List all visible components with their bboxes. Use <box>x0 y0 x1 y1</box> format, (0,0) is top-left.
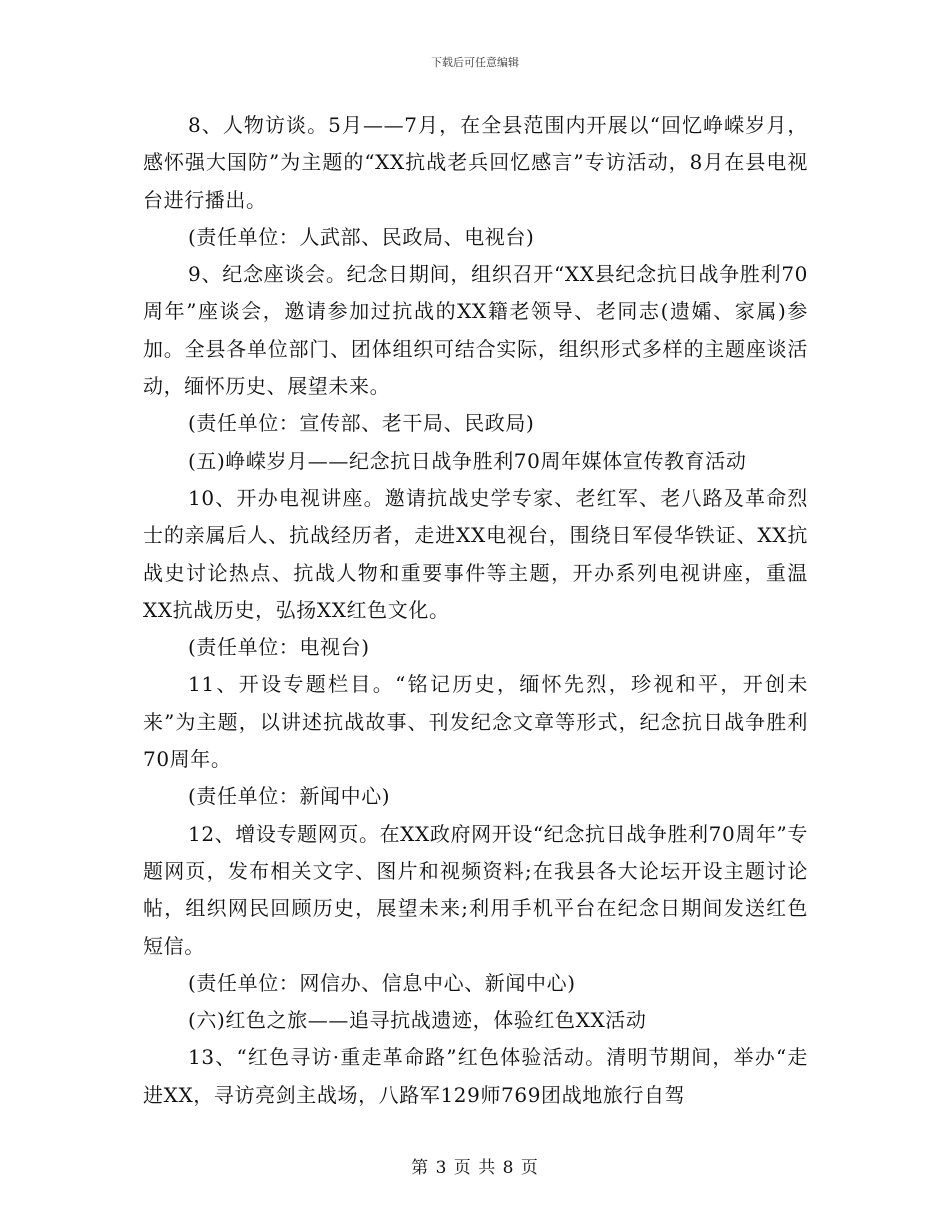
responsible-units-item-8: (责任单位：人武部、民政局、电视台) <box>188 224 535 249</box>
paragraph-item-10: 10、开办电视讲座。邀请抗战史学专家、老红军、老八路及革命烈士的亲属后人、抗战经历者，走进XX电视台，围绕日军侵华铁证、XX抗战史讨论热点、抗战人物和重要事件等主题，开办系列电视讲座，重温XX抗战历史，弘扬XX红色文化。 <box>143 485 808 622</box>
section-heading-5: (五)峥嵘岁月——纪念抗日战争胜利70周年媒体宣传教育活动 <box>188 448 747 473</box>
responsible-units-item-12: (责任单位：网信办、信息中心、新闻中心) <box>188 970 576 995</box>
paragraph-item-8: 8、人物访谈。5月——7月，在全县范围内开展以“回忆峥嵘岁月，感怀强大国防”为主题的“XX抗战老兵回忆感言”专访活动，8月在县电视台进行播出。 <box>143 113 808 212</box>
paragraph-item-11: 11、开设专题栏目。“铭记历史，缅怀先烈，珍视和平，开创未来”为主题，以讲述抗战故事、刊发纪念文章等形式，纪念抗日战争胜利70周年。 <box>143 672 808 772</box>
paragraph-item-9: 9、纪念座谈会。纪念日期间，组织召开“XX县纪念抗日战争胜利70周年”座谈会，邀请参加过抗战的XX籍老领导、老同志(遗孀、家属)参加。全县各单位部门、团体组织可结合实际，组织形式多样的主题座谈活动，缅怀历史、展望未来。 <box>143 262 808 399</box>
document-body <box>143 107 808 1114</box>
paragraph-item-13: 13、“红色寻访·重走革命路”红色体验活动。清明节期间，举办“走进XX，寻访亮剑主战场，八路军129师769团战地旅行自驾 <box>143 1045 808 1107</box>
page-footer: 第 3 页 共 8 页 <box>411 1158 539 1178</box>
paragraph-item-12: 12、增设专题网页。在XX政府网开设“纪念抗日战争胜利70周年”专题网页，发布相关文字、图片和视频资料;在我县各大论坛开设主题讨论帖，组织网民回顾历史，展望未来;利用手机平台在纪念日期间发送红色短信。 <box>143 821 808 958</box>
section-heading-6: (六)红色之旅——追寻抗战遗迹，体验红色XX活动 <box>188 1008 647 1033</box>
page-header: 下载后可任意编辑 <box>431 56 519 69</box>
responsible-units-item-10: (责任单位：电视台) <box>188 635 370 660</box>
responsible-units-item-11: (责任单位：新闻中心) <box>188 784 391 809</box>
responsible-units-item-9: (责任单位：宣传部、老干局、民政局) <box>188 411 535 436</box>
